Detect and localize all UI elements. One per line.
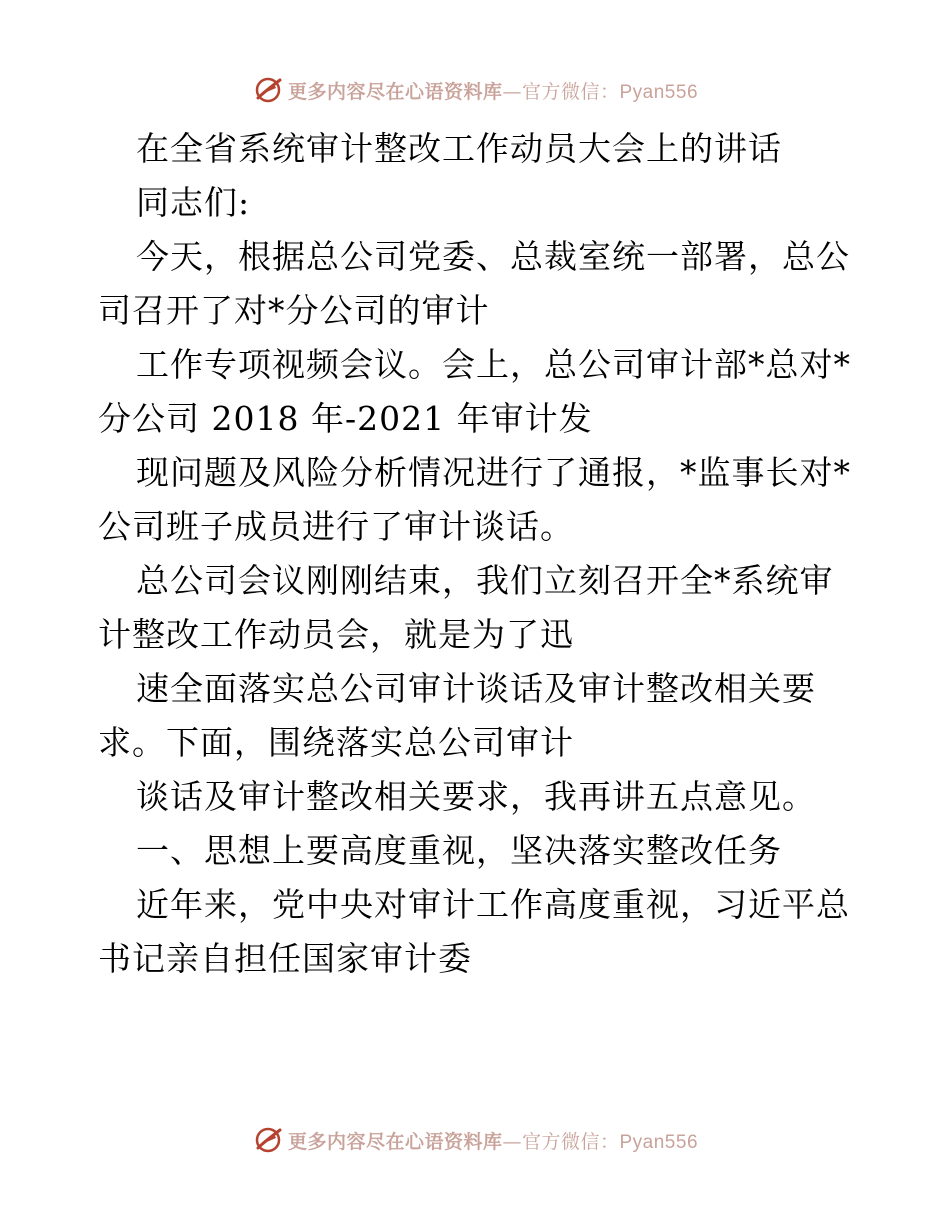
paragraph-line: 计整改工作动员会，就是为了迅: [98, 615, 574, 654]
watermark-header: [0, 70, 950, 110]
watermark-title: 更多内容尽在心语资料库: [287, 1130, 503, 1153]
section-heading: 一、思想上要高度重视，坚决落实整改任务: [136, 831, 782, 870]
paragraph-line: 今天，根据总公司党委、总裁室统一部署，总公: [136, 237, 850, 276]
paragraph-line: 速全面落实总公司审计谈话及审计整改相关要: [136, 669, 816, 708]
pen-swirl-logo-icon: [252, 1124, 284, 1156]
watermark-title: 更多内容尽在心语资料库: [287, 80, 503, 103]
paragraph-line: 近年来，党中央对审计工作高度重视，习近平总: [136, 885, 850, 924]
document-body: [98, 122, 858, 986]
paragraph-line: 司召开了对*分公司的审计: [98, 291, 490, 330]
watermark-wechat-label: —官方微信：: [502, 1130, 620, 1153]
watermark-wechat-id: Pyan556: [619, 1131, 699, 1153]
watermark-wechat-label: —官方微信：: [502, 80, 620, 103]
paragraph-line: 公司班子成员进行了审计谈话。: [98, 507, 574, 546]
paragraph-line: 求。下面，围绕落实总公司审计: [98, 723, 574, 762]
paragraph-line: 书记亲自担任国家审计委: [98, 939, 472, 978]
paragraph-line: 总公司会议刚刚结束，我们立刻召开全*系统审: [136, 561, 834, 600]
watermark-footer: [0, 1120, 950, 1160]
watermark-text: [288, 77, 698, 104]
watermark-wechat-id: Pyan556: [619, 81, 699, 103]
watermark-text: [288, 1127, 698, 1154]
paragraph-line: 谈话及审计整改相关要求，我再讲五点意见。: [136, 777, 816, 816]
salutation: 同志们:: [136, 183, 251, 222]
pen-swirl-logo-icon: [252, 74, 284, 106]
document-title: 在全省系统审计整改工作动员大会上的讲话: [136, 129, 782, 168]
paragraph-line: 分公司 2018 年-2021 年审计发: [98, 399, 593, 438]
paragraph-line: 工作专项视频会议。会上，总公司审计部*总对*: [136, 345, 851, 384]
paragraph-line: 现问题及风险分析情况进行了通报，*监事长对*: [136, 453, 851, 492]
